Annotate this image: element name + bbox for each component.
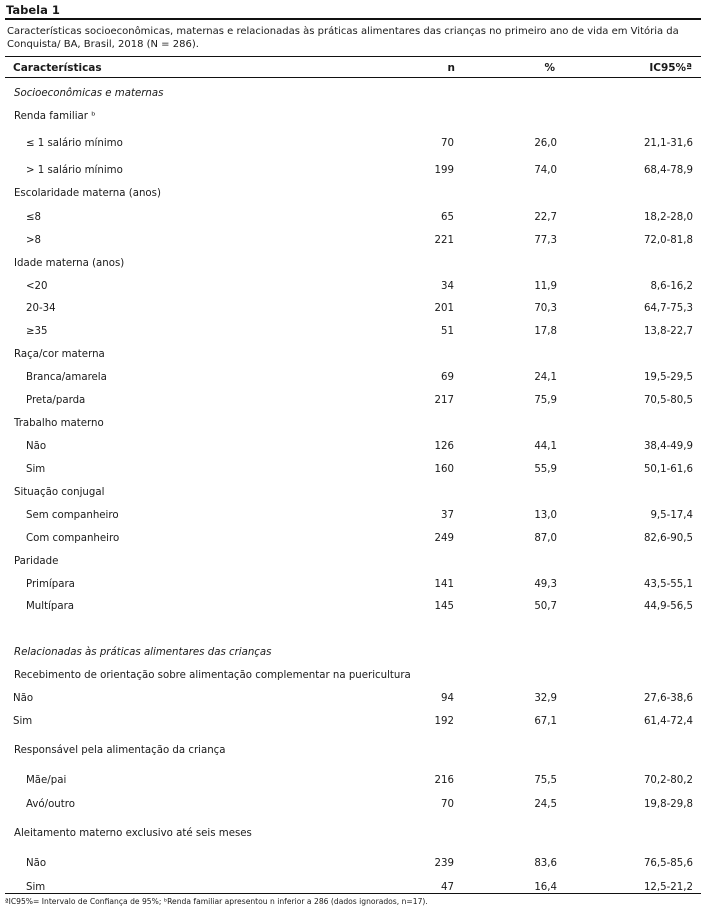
cell-percent: 24,1 [534, 372, 557, 383]
row-label: Sim [13, 716, 33, 727]
row-label: Aleitamento materno exclusivo até seis meses [14, 828, 252, 839]
header-bottom-rule [5, 77, 701, 78]
row-label: Multípara [26, 601, 75, 612]
table-row [0, 138, 706, 152]
table-title: Tabela 1 [6, 3, 60, 17]
row-label: Escolaridade materna (anos) [14, 188, 161, 199]
cell-percent: 87,0 [534, 533, 557, 544]
row-label: Recebimento de orientação sobre alimentação complementar na puericultura [14, 670, 411, 681]
table-row [0, 165, 706, 179]
cell-ci: 9,5-17,4 [650, 510, 693, 521]
cell-percent: 67,1 [534, 716, 557, 727]
cell-n: 69 [441, 372, 454, 383]
table-row [0, 326, 706, 340]
table-caption: Características socioeconômicas, maternas e relacionadas às práticas alimentares das crianças no primeiro ano de vida em Vitória da Conquista/ BA, Brasil, 2018 (N = 286). [7, 26, 679, 50]
cell-ci: 8,6-16,2 [650, 281, 693, 292]
cell-n: 37 [441, 510, 454, 521]
cell-ci: 19,8-29,8 [643, 799, 693, 810]
table-row [0, 441, 706, 455]
row-label: <20 [26, 281, 48, 292]
cell-percent: 50,7 [534, 601, 557, 612]
cell-ci: 70,2-80,2 [643, 775, 693, 786]
row-label: ≤8 [26, 212, 42, 223]
cell-n: 201 [434, 303, 454, 314]
cell-n: 192 [434, 716, 454, 727]
row-label: Renda familiar ᵇ [14, 111, 96, 122]
cell-percent: 77,3 [534, 235, 557, 246]
cell-percent: 22,7 [534, 212, 557, 223]
group-row [0, 258, 706, 272]
row-label: 20-34 [26, 303, 56, 314]
cell-ci: 76,5-85,6 [643, 858, 693, 869]
group-row [0, 556, 706, 570]
cell-percent: 55,9 [534, 464, 557, 475]
cell-percent: 17,8 [534, 326, 557, 337]
cell-n: 70 [441, 799, 454, 810]
cell-n: 216 [434, 775, 454, 786]
table-row [0, 799, 706, 813]
cell-n: 199 [434, 165, 454, 176]
cell-percent: 75,9 [534, 395, 557, 406]
cell-ci: 38,4-49,9 [643, 441, 693, 452]
group-row [0, 111, 706, 125]
row-label: Responsável pela alimentação da criança [14, 745, 226, 756]
section-row [0, 88, 706, 102]
row-label: Branca/amarela [26, 372, 107, 383]
cell-ci: 72,0-81,8 [643, 235, 693, 246]
row-label: Trabalho materno [14, 418, 104, 429]
group-row [0, 670, 706, 684]
section-row [0, 647, 706, 661]
table-row [0, 601, 706, 615]
cell-ci: 50,1-61,6 [643, 464, 693, 475]
cell-percent: 11,9 [534, 281, 557, 292]
row-label: Sim [26, 464, 46, 475]
cell-ci: 21,1-31,6 [643, 138, 693, 149]
row-label: ≤ 1 salário mínimo [26, 138, 123, 149]
cell-percent: 26,0 [534, 138, 557, 149]
row-label: Socioeconômicas e maternas [14, 88, 164, 99]
cell-ci: 12,5-21,2 [643, 882, 693, 893]
table-row [0, 395, 706, 409]
column-header-characteristics: Características [13, 62, 102, 74]
table-row [0, 212, 706, 226]
cell-n: 160 [434, 464, 454, 475]
table-footnote: ªIC95%= Intervalo de Confiança de 95%; ᵇRenda familiar apresentou n inferior a 286 (dados ignorados, n=17). [5, 897, 428, 906]
cell-n: 94 [441, 693, 454, 704]
cell-ci: 68,4-78,9 [643, 165, 693, 176]
group-row [0, 828, 706, 842]
row-label: Não [13, 693, 34, 704]
column-header-ci: IC95%ª [649, 62, 692, 74]
cell-n: 217 [434, 395, 454, 406]
table-row [0, 464, 706, 478]
cell-ci: 27,6-38,6 [643, 693, 693, 704]
cell-ci: 43,5-55,1 [643, 579, 693, 590]
cell-n: 51 [441, 326, 454, 337]
row-label: Mãe/pai [26, 775, 67, 786]
column-header-percent: % [544, 62, 555, 74]
row-label: >8 [26, 235, 42, 246]
cell-n: 47 [441, 882, 454, 893]
cell-n: 65 [441, 212, 454, 223]
row-label: Raça/cor materna [14, 349, 105, 360]
cell-n: 34 [441, 281, 454, 292]
table-row [0, 372, 706, 386]
row-label: Não [26, 858, 47, 869]
table-row [0, 716, 706, 730]
cell-percent: 32,9 [534, 693, 557, 704]
cell-percent: 74,0 [534, 165, 557, 176]
table-row [0, 775, 706, 789]
row-label: Avó/outro [26, 799, 75, 810]
cell-n: 221 [434, 235, 454, 246]
row-label: Relacionadas às práticas alimentares das crianças [14, 647, 272, 658]
row-label: ≥35 [26, 326, 48, 337]
cell-ci: 18,2-28,0 [643, 212, 693, 223]
row-label: Não [26, 441, 47, 452]
table-row [0, 693, 706, 707]
table-row [0, 510, 706, 524]
cell-ci: 13,8-22,7 [643, 326, 693, 337]
row-label: > 1 salário mínimo [26, 165, 123, 176]
group-row [0, 418, 706, 432]
cell-percent: 83,6 [534, 858, 557, 869]
cell-percent: 75,5 [534, 775, 557, 786]
bottom-rule [5, 893, 701, 894]
cell-n: 145 [434, 601, 454, 612]
cell-ci: 44,9-56,5 [643, 601, 693, 612]
header-top-rule [5, 56, 701, 57]
cell-ci: 64,7-75,3 [643, 303, 693, 314]
cell-ci: 19,5-29,5 [643, 372, 693, 383]
cell-ci: 61,4-72,4 [643, 716, 693, 727]
table-row [0, 858, 706, 872]
cell-n: 70 [441, 138, 454, 149]
cell-percent: 70,3 [534, 303, 557, 314]
row-label: Situação conjugal [14, 487, 105, 498]
cell-n: 141 [434, 579, 454, 590]
column-header-n: n [447, 62, 455, 74]
cell-percent: 44,1 [534, 441, 557, 452]
cell-n: 126 [434, 441, 454, 452]
group-row [0, 487, 706, 501]
cell-ci: 82,6-90,5 [643, 533, 693, 544]
row-label: Com companheiro [26, 533, 120, 544]
group-row [0, 349, 706, 363]
table-row [0, 281, 706, 295]
cell-percent: 49,3 [534, 579, 557, 590]
cell-n: 249 [434, 533, 454, 544]
table-row [0, 235, 706, 249]
table-row [0, 303, 706, 317]
row-label: Sim [26, 882, 46, 893]
cell-percent: 16,4 [534, 882, 557, 893]
row-label: Preta/parda [26, 395, 86, 406]
table-row [0, 533, 706, 547]
cell-n: 239 [434, 858, 454, 869]
row-label: Idade materna (anos) [14, 258, 125, 269]
row-label: Sem companheiro [26, 510, 119, 521]
cell-percent: 13,0 [534, 510, 557, 521]
row-label: Primípara [26, 579, 75, 590]
row-label: Paridade [14, 556, 59, 567]
cell-percent: 24,5 [534, 799, 557, 810]
top-rule [5, 18, 701, 20]
group-row [0, 745, 706, 759]
cell-ci: 70,5-80,5 [643, 395, 693, 406]
table-row [0, 579, 706, 593]
group-row [0, 188, 706, 202]
